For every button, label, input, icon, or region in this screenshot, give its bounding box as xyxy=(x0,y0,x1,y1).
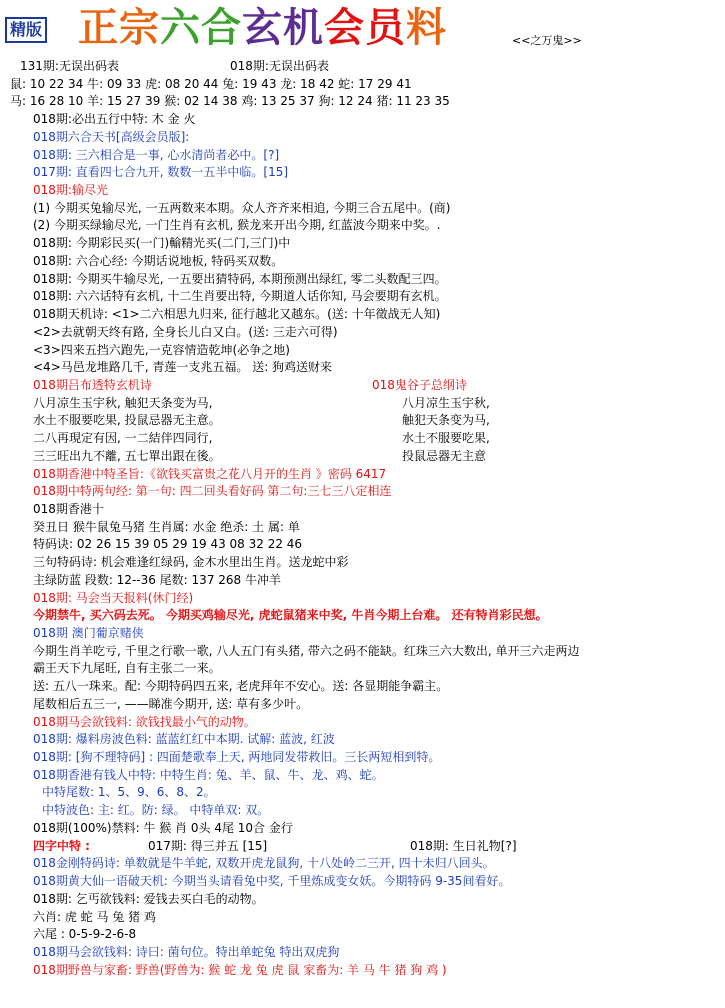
content-body xyxy=(0,58,725,979)
line-text: 八月凉生玉宇秋, 触犯天条变为马, xyxy=(33,395,213,410)
line-text: 六尾 : 0-5-9-2-6-8 xyxy=(33,927,137,942)
line-text: 018期: 爆料房波色料: 蓝蓝红红中本期. 试解: 蓝波, 红波 xyxy=(33,732,335,747)
title-char: 六 xyxy=(160,5,201,51)
line-text: 018期: 马会当天报料(休门经) xyxy=(33,590,194,605)
line-text: 三句特码诗: 机会难逢红绿码, 金木水里出生肖。送龙蛇中彩 xyxy=(33,555,349,570)
line-text: 018期野兽与家畜: 野兽(野兽为: 猴 蛇 龙 兔 虎 鼠 家畜为: 羊 马 牛 猪 狗 鸡 ) xyxy=(33,962,447,977)
line-text: 018期: 生日礼物[?] xyxy=(410,838,517,853)
text-line xyxy=(0,643,725,661)
line-text: 018期: 六六话特有玄机, 十二生肖要出特, 今期道人话你知, 马会要期有玄机。 xyxy=(33,289,447,304)
line-text: 018期: 乞丐欲钱料: 爱钱去买白毛的动物。 xyxy=(33,891,264,906)
line-text: 主绿防蓝 段数: 12--36 尾数: 137 268 牛冲羊 xyxy=(33,572,281,587)
title-char: 玄 xyxy=(242,5,283,51)
text-line xyxy=(0,217,725,235)
line-text: 018期(100%)禁料: 牛 猴 肖 0头 4尾 10合 金行 xyxy=(33,820,293,835)
line-text: 018期 澳门葡京赌侠 xyxy=(33,626,144,640)
line-text: 018期马会欲钱料: 欲钱找最小气的动物。 xyxy=(33,714,256,729)
text-line xyxy=(0,926,725,944)
text-line xyxy=(0,93,725,111)
text-line xyxy=(0,164,725,182)
line-text: 018金刚特码诗: 单数就是牛羊蛇, 双数开虎龙鼠狗, 十八处岭二三开, 四十未归八回头。 xyxy=(33,856,495,871)
text-line xyxy=(0,572,725,590)
text-line xyxy=(0,182,725,200)
line-text: 018期:输尽光 xyxy=(33,183,108,198)
text-line xyxy=(0,944,725,962)
text-line xyxy=(0,767,725,785)
line-text: 癸丑日 猴牛鼠兔马猪 生肖属: 水金 绝杀: 土 属: 单 xyxy=(33,519,300,534)
text-line xyxy=(0,838,725,856)
text-line xyxy=(0,58,725,76)
text-line xyxy=(0,147,725,165)
text-line xyxy=(0,253,725,271)
text-line xyxy=(0,448,725,466)
line-text: 018期天机诗: <1>二六相思九归来, 征行越北又越东。(送: 十年徵战无人知) xyxy=(33,307,441,322)
text-line xyxy=(0,536,725,554)
line-text: 018期: 今期彩民买(一门)輸精光买(二门,三门)中 xyxy=(33,236,291,251)
text-line xyxy=(0,483,725,501)
line-text: 018期:无误出码表 xyxy=(230,59,329,73)
text-line xyxy=(0,324,725,342)
text-line xyxy=(0,271,725,289)
text-line xyxy=(0,288,725,306)
line-text: 017期: 得三并五 [15] xyxy=(148,838,268,853)
line-text: 六肖: 虎 蛇 马 兔 猪 鸡 xyxy=(33,909,156,924)
text-line xyxy=(0,554,725,572)
line-text: 018鬼谷子总纲诗 xyxy=(372,377,467,392)
line-text: 水土不服要吃果, 投鼠忌器无主意。 xyxy=(33,413,221,428)
line-text: 三三旺出九不離, 五七單出跟在後。 xyxy=(33,448,221,463)
text-line xyxy=(0,714,725,732)
text-line xyxy=(0,731,725,749)
line-text: 018期: 三六相合是一事, 心水清尚者必中。[?] xyxy=(33,147,280,162)
title-char: 会 xyxy=(324,5,365,51)
text-line xyxy=(0,625,725,643)
text-line xyxy=(0,519,725,537)
line-text: 特码诀: 02 26 15 39 05 29 19 43 08 32 22 46 xyxy=(33,537,303,552)
line-text: 四字中特 : xyxy=(33,838,90,853)
text-line xyxy=(0,342,725,360)
line-text: (2) 今期买绿输尽光, 一门生肖有玄机, 猴龙来开出今期, 红蓝波今期来中奖。. xyxy=(33,218,441,233)
line-text: 中特尾数: 1、5、9、6、8、2。 xyxy=(42,785,216,800)
line-text: 018期香港中特圣旨:《欲钱买富贵之花八月开的生肖 》密码 6417 xyxy=(33,466,387,481)
text-line xyxy=(0,412,725,430)
text-line xyxy=(0,501,725,519)
page-title xyxy=(78,2,447,54)
line-text: 018期香港有钱人中特: 中特生肖: 兔、羊、鼠、牛、龙、鸡、蛇。 xyxy=(33,767,384,782)
text-line xyxy=(0,607,725,625)
line-text: 018期六合天书[高级会员版]: xyxy=(33,129,190,144)
text-line xyxy=(0,590,725,608)
title-char: 机 xyxy=(283,5,324,51)
line-text: 投鼠忌器无主意 xyxy=(402,448,487,463)
text-line xyxy=(0,111,725,129)
line-text: 018期: 六合心经: 今期话说地板, 特码买双数。 xyxy=(33,253,284,268)
text-line xyxy=(0,962,725,980)
line-text: (1) 今期买兔输尽光, 一五两数来本期。众人齐齐来相追, 今期三合五尾中。(商) xyxy=(33,200,451,215)
line-text: 八月凉生玉宇秋, xyxy=(402,395,490,410)
text-line xyxy=(0,696,725,714)
text-line xyxy=(0,235,725,253)
line-text: 触犯天条变为马, xyxy=(402,413,490,428)
line-text: 018期中特两句经: 第一句: 四二回头看好码 第二句:三七三八定相连 xyxy=(33,484,392,499)
line-text: 018期香港十 xyxy=(33,501,104,516)
line-text: 018期黄大仙一语破天机: 今期当头请看兔中奖, 千里炼成变女妖。今期特码 9-35间看好。 xyxy=(33,874,511,889)
title-char: 员 xyxy=(365,5,406,51)
text-line xyxy=(0,749,725,767)
line-text: 马: 16 28 10 羊: 15 27 39 猴: 02 14 38 鸡: 13 25 37 狗: 12 24 猪: 11 23 35 xyxy=(10,94,450,109)
line-text: 131期:无误出码表 xyxy=(20,59,119,73)
title-char: 料 xyxy=(406,5,447,51)
text-line xyxy=(0,873,725,891)
line-text: 中特波色: 主: 红。防: 绿。 中特单双: 双。 xyxy=(42,803,270,818)
line-text: 霸王天下九尾旺, 自有主张二一来。 xyxy=(33,661,221,676)
text-line xyxy=(0,306,725,324)
text-line xyxy=(0,200,725,218)
text-line xyxy=(0,377,725,395)
line-text: 018期马会欲钱料: 诗曰: 菌句位。特出单蛇兔 特出双虎狗 xyxy=(33,944,340,959)
line-text: <4>马邑龙堆路几千, 青莲一支兆五福。 送: 狗鸡送财来 xyxy=(33,360,333,375)
text-line xyxy=(0,660,725,678)
line-text: 今期禁牛, 买六码去死。 今期买鸡输尽光, 虎蛇鼠猪来中奖, 牛肖今期上台难。 还有特肖彩民想。 xyxy=(33,608,548,623)
line-text: 今期生肖羊吃亏, 千里之行歌一歌, 八人五门有头猪, 带六之码不能缺。红珠三六大数出, 单开三六走两边 xyxy=(33,643,580,658)
text-line xyxy=(0,820,725,838)
text-line xyxy=(0,784,725,802)
line-text: <2>去就朝天终有路, 全身长儿白又白。(送: 三走六可得) xyxy=(33,324,338,339)
author-signature: <<之万鬼>> xyxy=(512,34,582,47)
line-text: 尾数相后五三一, ——睇准今期开, 送: 草有多少叶。 xyxy=(33,696,309,711)
edition-badge: 精版 xyxy=(5,17,47,43)
line-text: 鼠: 10 22 34 牛: 09 33 虎: 08 20 44 兔: 19 43 龙: 18 42 蛇: 17 29 41 xyxy=(10,76,412,91)
text-line xyxy=(0,855,725,873)
line-text: 送: 五八一珠来。配: 今期特码四五来, 老虎拜年不安心。送: 各显期能争霸主。 xyxy=(33,679,449,694)
line-text: 018期吕布透特玄机诗 xyxy=(33,377,152,392)
line-text: 二八再現定有因, 一二結伴四同行, xyxy=(33,431,213,446)
text-line xyxy=(0,891,725,909)
text-line xyxy=(0,466,725,484)
line-text: 018期: [狗不理特码] : 四面楚歌奉上天, 两地同发带救旧。三长两短相到特。 xyxy=(33,750,441,765)
line-text: 水土不服要吃果, xyxy=(402,431,490,446)
text-line xyxy=(0,76,725,94)
title-char: 正 xyxy=(78,5,119,51)
text-line xyxy=(0,678,725,696)
text-line xyxy=(0,909,725,927)
text-line xyxy=(0,802,725,820)
title-char: 合 xyxy=(201,5,242,51)
text-line xyxy=(0,359,725,377)
title-char: 宗 xyxy=(119,5,160,51)
text-line xyxy=(0,395,725,413)
line-text: <3>四来五挡六跑先,一克容情造乾坤(必争之地) xyxy=(33,342,290,357)
page-header xyxy=(0,0,725,58)
line-text: 018期:必出五行中特: 木 金 火 xyxy=(33,112,196,127)
line-text: 017期: 直看四七合九开, 数数一五半中临。[15] xyxy=(33,165,289,180)
text-line xyxy=(0,430,725,448)
line-text: 018期: 今期买牛输尽光, 一五要出猜特码, 本期预测出绿红, 零二头数配三四。 xyxy=(33,271,447,286)
text-line xyxy=(0,129,725,147)
